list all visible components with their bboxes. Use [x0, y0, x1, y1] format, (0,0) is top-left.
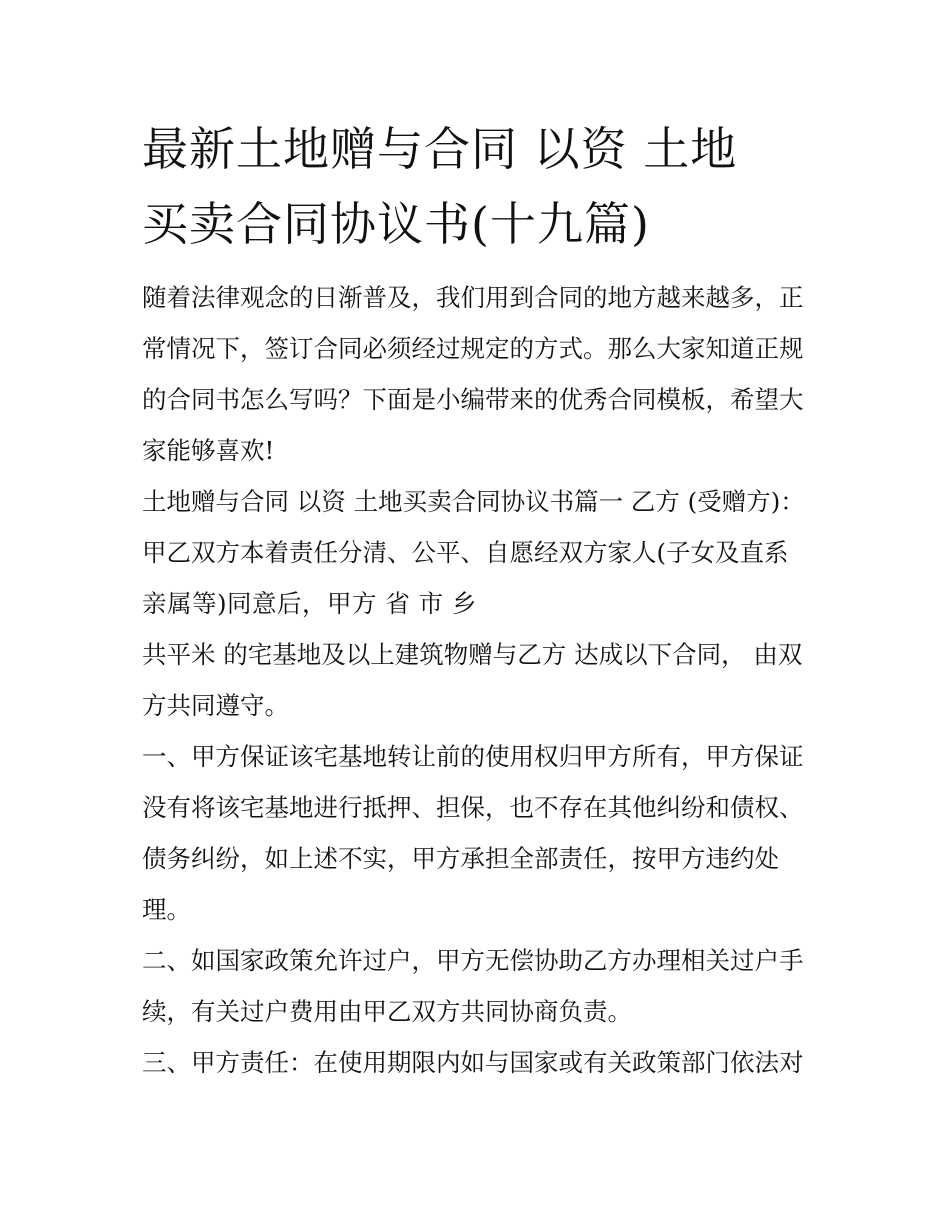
title-line-1: 最新土地赠与合同 以资 土地: [142, 122, 738, 176]
body-line: 的合同书怎么写吗？下面是小编带来的优秀合同模板，希望大: [142, 385, 804, 414]
body-line: 甲乙双方本着责任分清、公平、自愿经双方家人(子女及直系: [142, 538, 789, 567]
body-line: 随着法律观念的日渐普及，我们用到合同的地方越来越多，正: [142, 283, 804, 312]
body-line: 三、甲方责任：在使用期限内如与国家或有关政策部门依法对: [142, 1048, 804, 1077]
body-line: 方共同遵守。: [142, 691, 289, 720]
body-line: 没有将该宅基地进行抵押、担保，也不存在其他纠纷和债权、: [142, 793, 804, 822]
body-line: 一、甲方保证该宅基地转让前的使用权归甲方所有，甲方保证: [142, 742, 804, 771]
body-line: 债务纠纷，如上述不实，甲方承担全部责任，按甲方违约处: [142, 844, 779, 873]
body-line: 家能够喜欢!: [142, 436, 275, 465]
body-line: 亲属等)同意后，甲方 省 市 乡: [142, 589, 477, 618]
body-line: 土地赠与合同 以资 土地买卖合同协议书篇一 乙方 (受赠方)：: [142, 487, 805, 516]
document-body: [142, 272, 822, 1088]
title-line-2: 买卖合同协议书(十九篇): [142, 197, 650, 251]
body-line: 常情况下，签订合同必须经过规定的方式。那么大家知道正规: [142, 334, 804, 363]
body-line: 二、如国家政策允许过户，甲方无偿协助乙方办理相关过户手: [142, 946, 804, 975]
body-line: 续，有关过户费用由甲乙双方共同协商负责。: [142, 997, 632, 1026]
document-title: [142, 112, 822, 262]
body-line: 共平米 的宅基地及以上建筑物赠与乙方 达成以下合同， 由双: [142, 640, 803, 669]
body-line: 理。: [142, 895, 191, 924]
